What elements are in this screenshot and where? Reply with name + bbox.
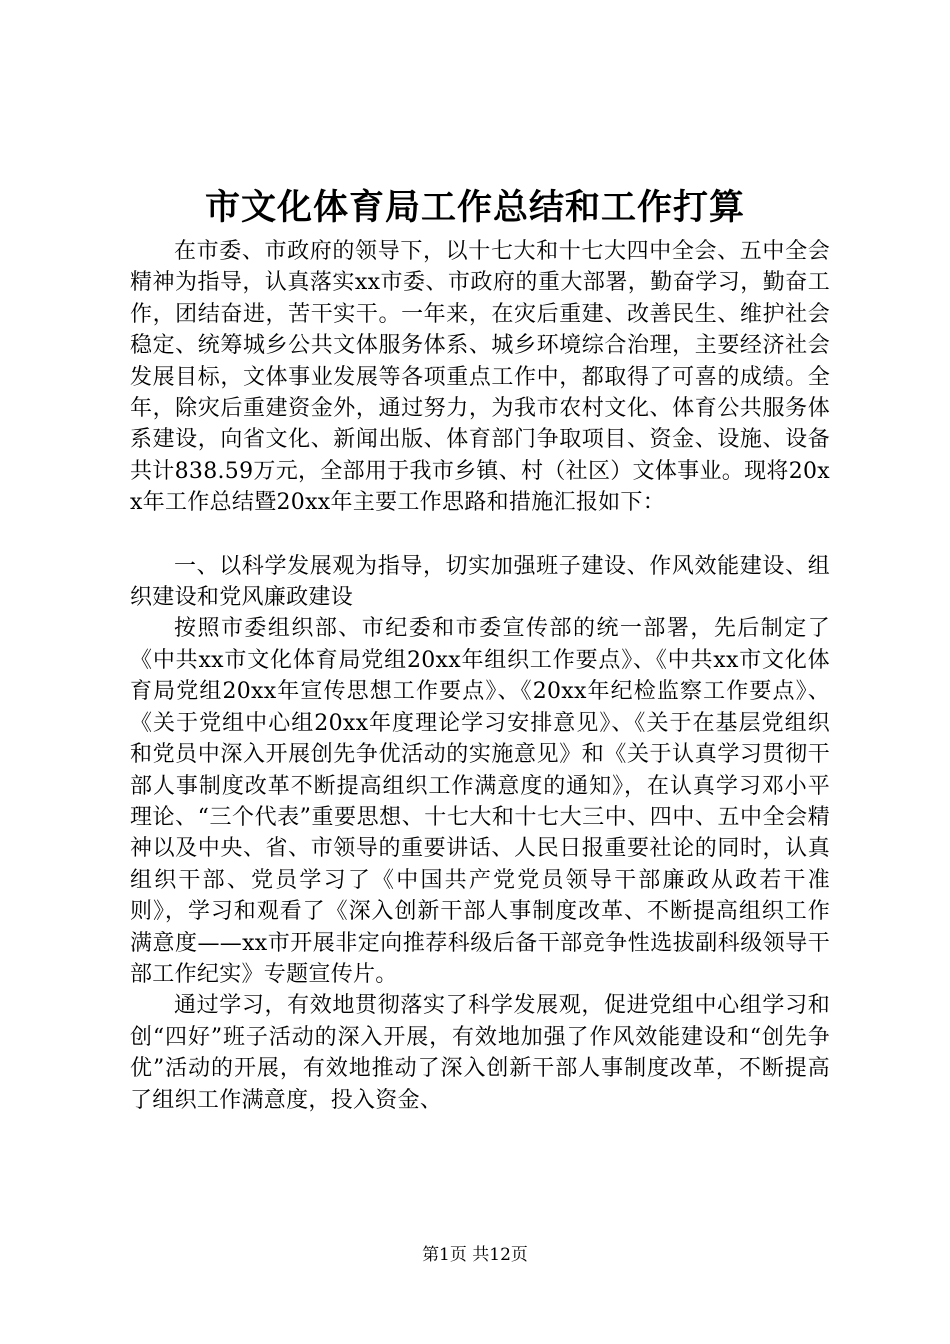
document-body — [130, 236, 830, 1116]
paragraph-intro: 在市委、市政府的领导下，以十七大和十七大四中全会、五中全会精神为指导，认真落实xx市委、市政府的重大部署，勤奋学习，勤奋工作，团结奋进，苦干实干。一年来，在灾后重建、改善民生、维护社会稳定、统筹城乡公共文体服务体系、城乡环境综合治理，主要经济社会发展目标，文体事业发展等各项重点工作中，都取得了可喜的成绩。全年，除灾后重建资金外，通过努力，为我市农村文化、体育公共服务体系建设，向省文化、新闻出版、体育部门争取项目、资金、设施、设备共计838.59万元，全部用于我市乡镇、村（社区）文体事业。现将20xx年工作总结暨20xx年主要工作思路和措施汇报如下： — [130, 239, 830, 516]
page-number-footer: 第1页 共12页 — [422, 1245, 528, 1265]
paragraph-spacer — [130, 519, 830, 551]
paragraph-study-arrangement: 按照市委组织部、市纪委和市委宣传部的统一部署，先后制定了《中共xx市文化体育局党组20xx年组织工作要点》、《中共xx市文化体育局党组20xx年宣传思想工作要点》、《20xx年纪检监察工作要点》、《关于党组中心组20xx年度理论学习安排意见》、《关于在基层党组织和党员中深入开展创先争优活动的实施意见》和《关于认真学习贯彻干部人事制度改革不断提高组织工作满意度的通知》，在认真学习邓小平理论、“三个代表”重要思想、十七大和十七大三中、四中、五中全会精神以及中央、省、市领导的重要讲话、人民日报重要社论的同时，认真组织干部、党员学习了《中国共产党党员领导干部廉政从政若干准则》，学习和观看了《深入创新干部人事制度改革、不断提高组织工作满意度——xx市开展非定向推荐科级后备干部竞争性选拔副科级领导干部工作纪实》专题宣传片。 — [130, 616, 830, 987]
paragraph-study-results: 通过学习，有效地贯彻落实了科学发展观，促进党组中心组学习和创“四好”班子活动的深入开展，有效地加强了作风效能建设和“创先争优”活动的开展，有效地推动了深入创新干部人事制度改革，不断提高了组织工作满意度，投入资金、 — [130, 993, 830, 1113]
document-title: 市文化体育局工作总结和工作打算 — [204, 187, 745, 228]
section-heading-1: 一、以科学发展观为指导，切实加强班子建设、作风效能建设、组织建设和党风廉政建设 — [130, 553, 830, 611]
